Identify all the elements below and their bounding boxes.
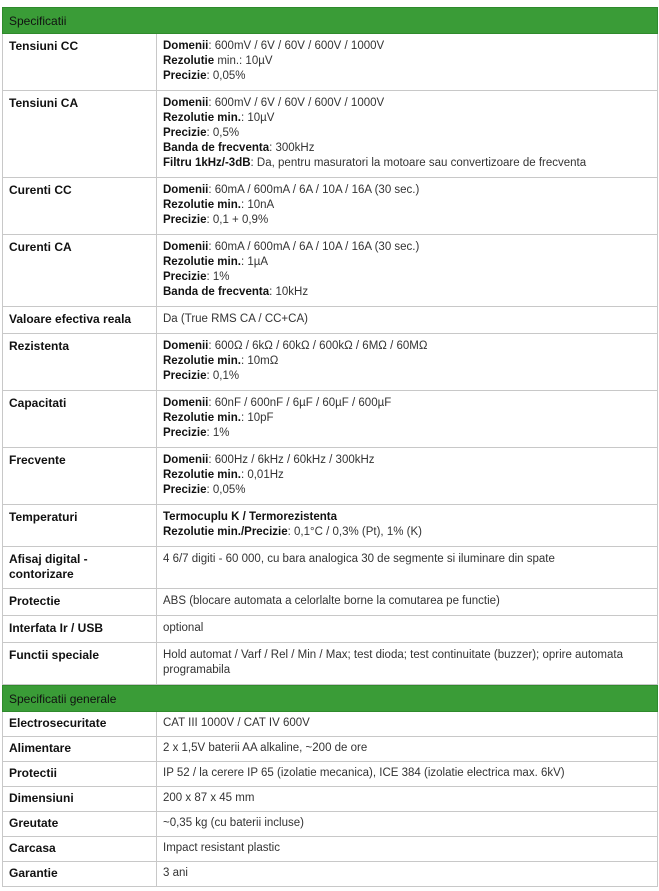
spec-value-line <box>163 213 651 228</box>
general-row <box>3 862 658 887</box>
spec-value-line <box>163 621 651 636</box>
spec-row <box>3 505 658 547</box>
spec-value <box>157 235 658 307</box>
spec-key: Domenii <box>163 184 209 196</box>
spec-row <box>3 91 658 178</box>
spec-text: : 1% <box>206 271 230 283</box>
spec-label: Rezistenta <box>3 334 157 391</box>
spec-row <box>3 334 658 391</box>
spec-text: Hold automat / Varf / Rel / Min / Max; test dioda; test continuitate (buzzer); oprire automata programabila <box>163 649 623 676</box>
spec-label: Valoare efectiva reala <box>3 307 157 334</box>
spec-text: : 1µA <box>240 256 269 268</box>
general-value: 200 x 87 x 45 mm <box>157 787 658 812</box>
spec-key: Rezolutie min. <box>163 256 241 268</box>
general-specs-body <box>3 712 658 887</box>
spec-value-line <box>163 510 651 525</box>
spec-key: Domenii <box>163 340 209 352</box>
spec-text: : 600Ω / 6kΩ / 60kΩ / 600kΩ / 6MΩ / 60MΩ <box>208 340 428 352</box>
spec-text: : 600Hz / 6kHz / 60kHz / 300kHz <box>208 454 375 466</box>
spec-text: min.: 10µV <box>214 55 273 67</box>
spec-value-line <box>163 468 651 483</box>
spec-value-line <box>163 111 651 126</box>
spec-label: Capacitati <box>3 391 157 448</box>
general-value: CAT III 1000V / CAT IV 600V <box>157 712 658 737</box>
spec-text: : 0,1°C / 0,3% (Pt), 1% (K) <box>287 526 422 538</box>
spec-key: Precizie <box>163 370 207 382</box>
spec-row <box>3 178 658 235</box>
spec-text: : 10kHz <box>269 286 309 298</box>
spec-value-line <box>163 96 651 111</box>
spec-value <box>157 334 658 391</box>
spec-value-line <box>163 354 651 369</box>
spec-value <box>157 91 658 178</box>
general-label: Electrosecuritate <box>3 712 157 737</box>
spec-key: Domenii <box>163 241 209 253</box>
spec-text: : 10µV <box>240 112 275 124</box>
spec-text: : Da, pentru masuratori la motoare sau convertizoare de frecventa <box>250 157 587 169</box>
specs-body <box>3 34 658 685</box>
spec-text: : 600mV / 6V / 60V / 600V / 1000V <box>208 40 385 52</box>
spec-text: : 60nF / 600nF / 6µF / 60µF / 600µF <box>208 397 392 409</box>
spec-text: : 0,5% <box>206 127 240 139</box>
spec-text: : 1% <box>206 427 230 439</box>
general-label: Carcasa <box>3 837 157 862</box>
spec-key: Domenii <box>163 97 209 109</box>
spec-key: Rezolutie min. <box>163 469 241 481</box>
spec-row <box>3 307 658 334</box>
spec-text: ABS (blocare automata a celorlalte borne la comutarea pe functie) <box>163 595 500 607</box>
spec-label: Curenti CC <box>3 178 157 235</box>
spec-key: Precizie <box>163 127 207 139</box>
spec-value <box>157 547 658 589</box>
spec-label: Frecvente <box>3 448 157 505</box>
spec-value <box>157 643 658 685</box>
spec-text: : 60mA / 600mA / 6A / 10A / 16A (30 sec.) <box>208 184 420 196</box>
spec-value-line <box>163 483 651 498</box>
spec-row <box>3 235 658 307</box>
general-specs-header: Specificatii generale <box>3 686 658 712</box>
general-row <box>3 712 658 737</box>
general-label: Dimensiuni <box>3 787 157 812</box>
spec-label: Temperaturi <box>3 505 157 547</box>
spec-value-line <box>163 285 651 300</box>
spec-label: Curenti CA <box>3 235 157 307</box>
spec-key: Precizie <box>163 214 207 226</box>
spec-value-line <box>163 312 651 327</box>
spec-value-line <box>163 240 651 255</box>
spec-key: Domenii <box>163 40 209 52</box>
spec-text: : 10nA <box>240 199 275 211</box>
spec-row <box>3 643 658 685</box>
spec-label: Protectie <box>3 589 157 616</box>
spec-value-line <box>163 156 651 171</box>
spec-text: : 10mΩ <box>240 355 279 367</box>
spec-text: : 0,1% <box>206 370 240 382</box>
spec-value-line <box>163 411 651 426</box>
spec-key: Rezolutie min. <box>163 412 241 424</box>
spec-text: : 0,1 + 0,9% <box>206 214 269 226</box>
spec-label: Functii speciale <box>3 643 157 685</box>
spec-value <box>157 589 658 616</box>
spec-row <box>3 34 658 91</box>
spec-value-line <box>163 126 651 141</box>
spec-label: Tensiuni CC <box>3 34 157 91</box>
spec-value-line <box>163 453 651 468</box>
spec-key: Rezolutie min./Precizie <box>163 526 288 538</box>
spec-row <box>3 616 658 643</box>
spec-text: : 0,01Hz <box>240 469 284 481</box>
spec-value <box>157 178 658 235</box>
spec-value-line <box>163 369 651 384</box>
spec-text: : 300kHz <box>269 142 315 154</box>
spec-text: : 600mV / 6V / 60V / 600V / 1000V <box>208 97 385 109</box>
spec-text: : 60mA / 600mA / 6A / 10A / 16A (30 sec.) <box>208 241 420 253</box>
general-row <box>3 837 658 862</box>
spec-key: Domenii <box>163 454 209 466</box>
general-label: Greutate <box>3 812 157 837</box>
spec-key: Rezolutie min. <box>163 112 241 124</box>
spec-key: Precizie <box>163 484 207 496</box>
spec-value-line <box>163 69 651 84</box>
spec-key: Banda de frecventa <box>163 286 270 298</box>
specs-header: Specificatii <box>3 8 658 34</box>
specs-header-row <box>3 8 658 34</box>
general-value: IP 52 / la cerere IP 65 (izolatie mecanica), ICE 384 (izolatie electrica max. 6kV) <box>157 762 658 787</box>
spec-value-line <box>163 525 651 540</box>
spec-text: : 10pF <box>240 412 274 424</box>
spec-key: Termocuplu K / Termorezistenta <box>163 511 338 523</box>
spec-key: Precizie <box>163 70 207 82</box>
spec-label: Tensiuni CA <box>3 91 157 178</box>
spec-text: : 0,05% <box>206 70 246 82</box>
spec-value-line <box>163 54 651 69</box>
spec-value-line <box>163 648 651 678</box>
specs-table <box>2 7 658 685</box>
spec-value-line <box>163 255 651 270</box>
spec-key: Banda de frecventa <box>163 142 270 154</box>
spec-key: Precizie <box>163 271 207 283</box>
spec-value-line <box>163 594 651 609</box>
general-value: ~0,35 kg (cu baterii incluse) <box>157 812 658 837</box>
spec-value-line <box>163 552 651 567</box>
general-row <box>3 812 658 837</box>
spec-key: Rezolutie min. <box>163 355 241 367</box>
spec-value <box>157 616 658 643</box>
spec-label: Afisaj digital - contorizare <box>3 547 157 589</box>
spec-value-line <box>163 339 651 354</box>
general-row <box>3 787 658 812</box>
spec-value-line <box>163 198 651 213</box>
general-value: 2 x 1,5V baterii AA alkaline, ~200 de ore <box>157 737 658 762</box>
general-label: Garantie <box>3 862 157 887</box>
spec-value-line <box>163 396 651 411</box>
spec-key: Precizie <box>163 427 207 439</box>
general-label: Alimentare <box>3 737 157 762</box>
spec-row <box>3 448 658 505</box>
spec-key: Filtru 1kHz/-3dB <box>163 157 251 169</box>
spec-key: Rezolutie min. <box>163 199 241 211</box>
general-header-row <box>3 686 658 712</box>
spec-value <box>157 34 658 91</box>
spec-row <box>3 547 658 589</box>
spec-text: : 0,05% <box>206 484 246 496</box>
spec-value-line <box>163 270 651 285</box>
spec-value <box>157 505 658 547</box>
general-specs-table <box>2 685 658 887</box>
general-row <box>3 737 658 762</box>
spec-text: Da (True RMS CA / CC+CA) <box>163 313 308 325</box>
general-row <box>3 762 658 787</box>
spec-text: optional <box>163 622 204 634</box>
spec-value-line <box>163 141 651 156</box>
spec-key: Domenii <box>163 397 209 409</box>
spec-value-line <box>163 183 651 198</box>
spec-row <box>3 589 658 616</box>
spec-key: Rezolutie <box>163 55 215 67</box>
general-value: Impact resistant plastic <box>157 837 658 862</box>
spec-text: 4 6/7 digiti - 60 000, cu bara analogica 30 de segmente si iluminare din spate <box>163 553 555 565</box>
spec-label: Interfata Ir / USB <box>3 616 157 643</box>
spec-value <box>157 307 658 334</box>
spec-row <box>3 391 658 448</box>
general-label: Protectii <box>3 762 157 787</box>
spec-value <box>157 448 658 505</box>
spec-value-line <box>163 426 651 441</box>
general-value: 3 ani <box>157 862 658 887</box>
spec-value-line <box>163 39 651 54</box>
spec-value <box>157 391 658 448</box>
